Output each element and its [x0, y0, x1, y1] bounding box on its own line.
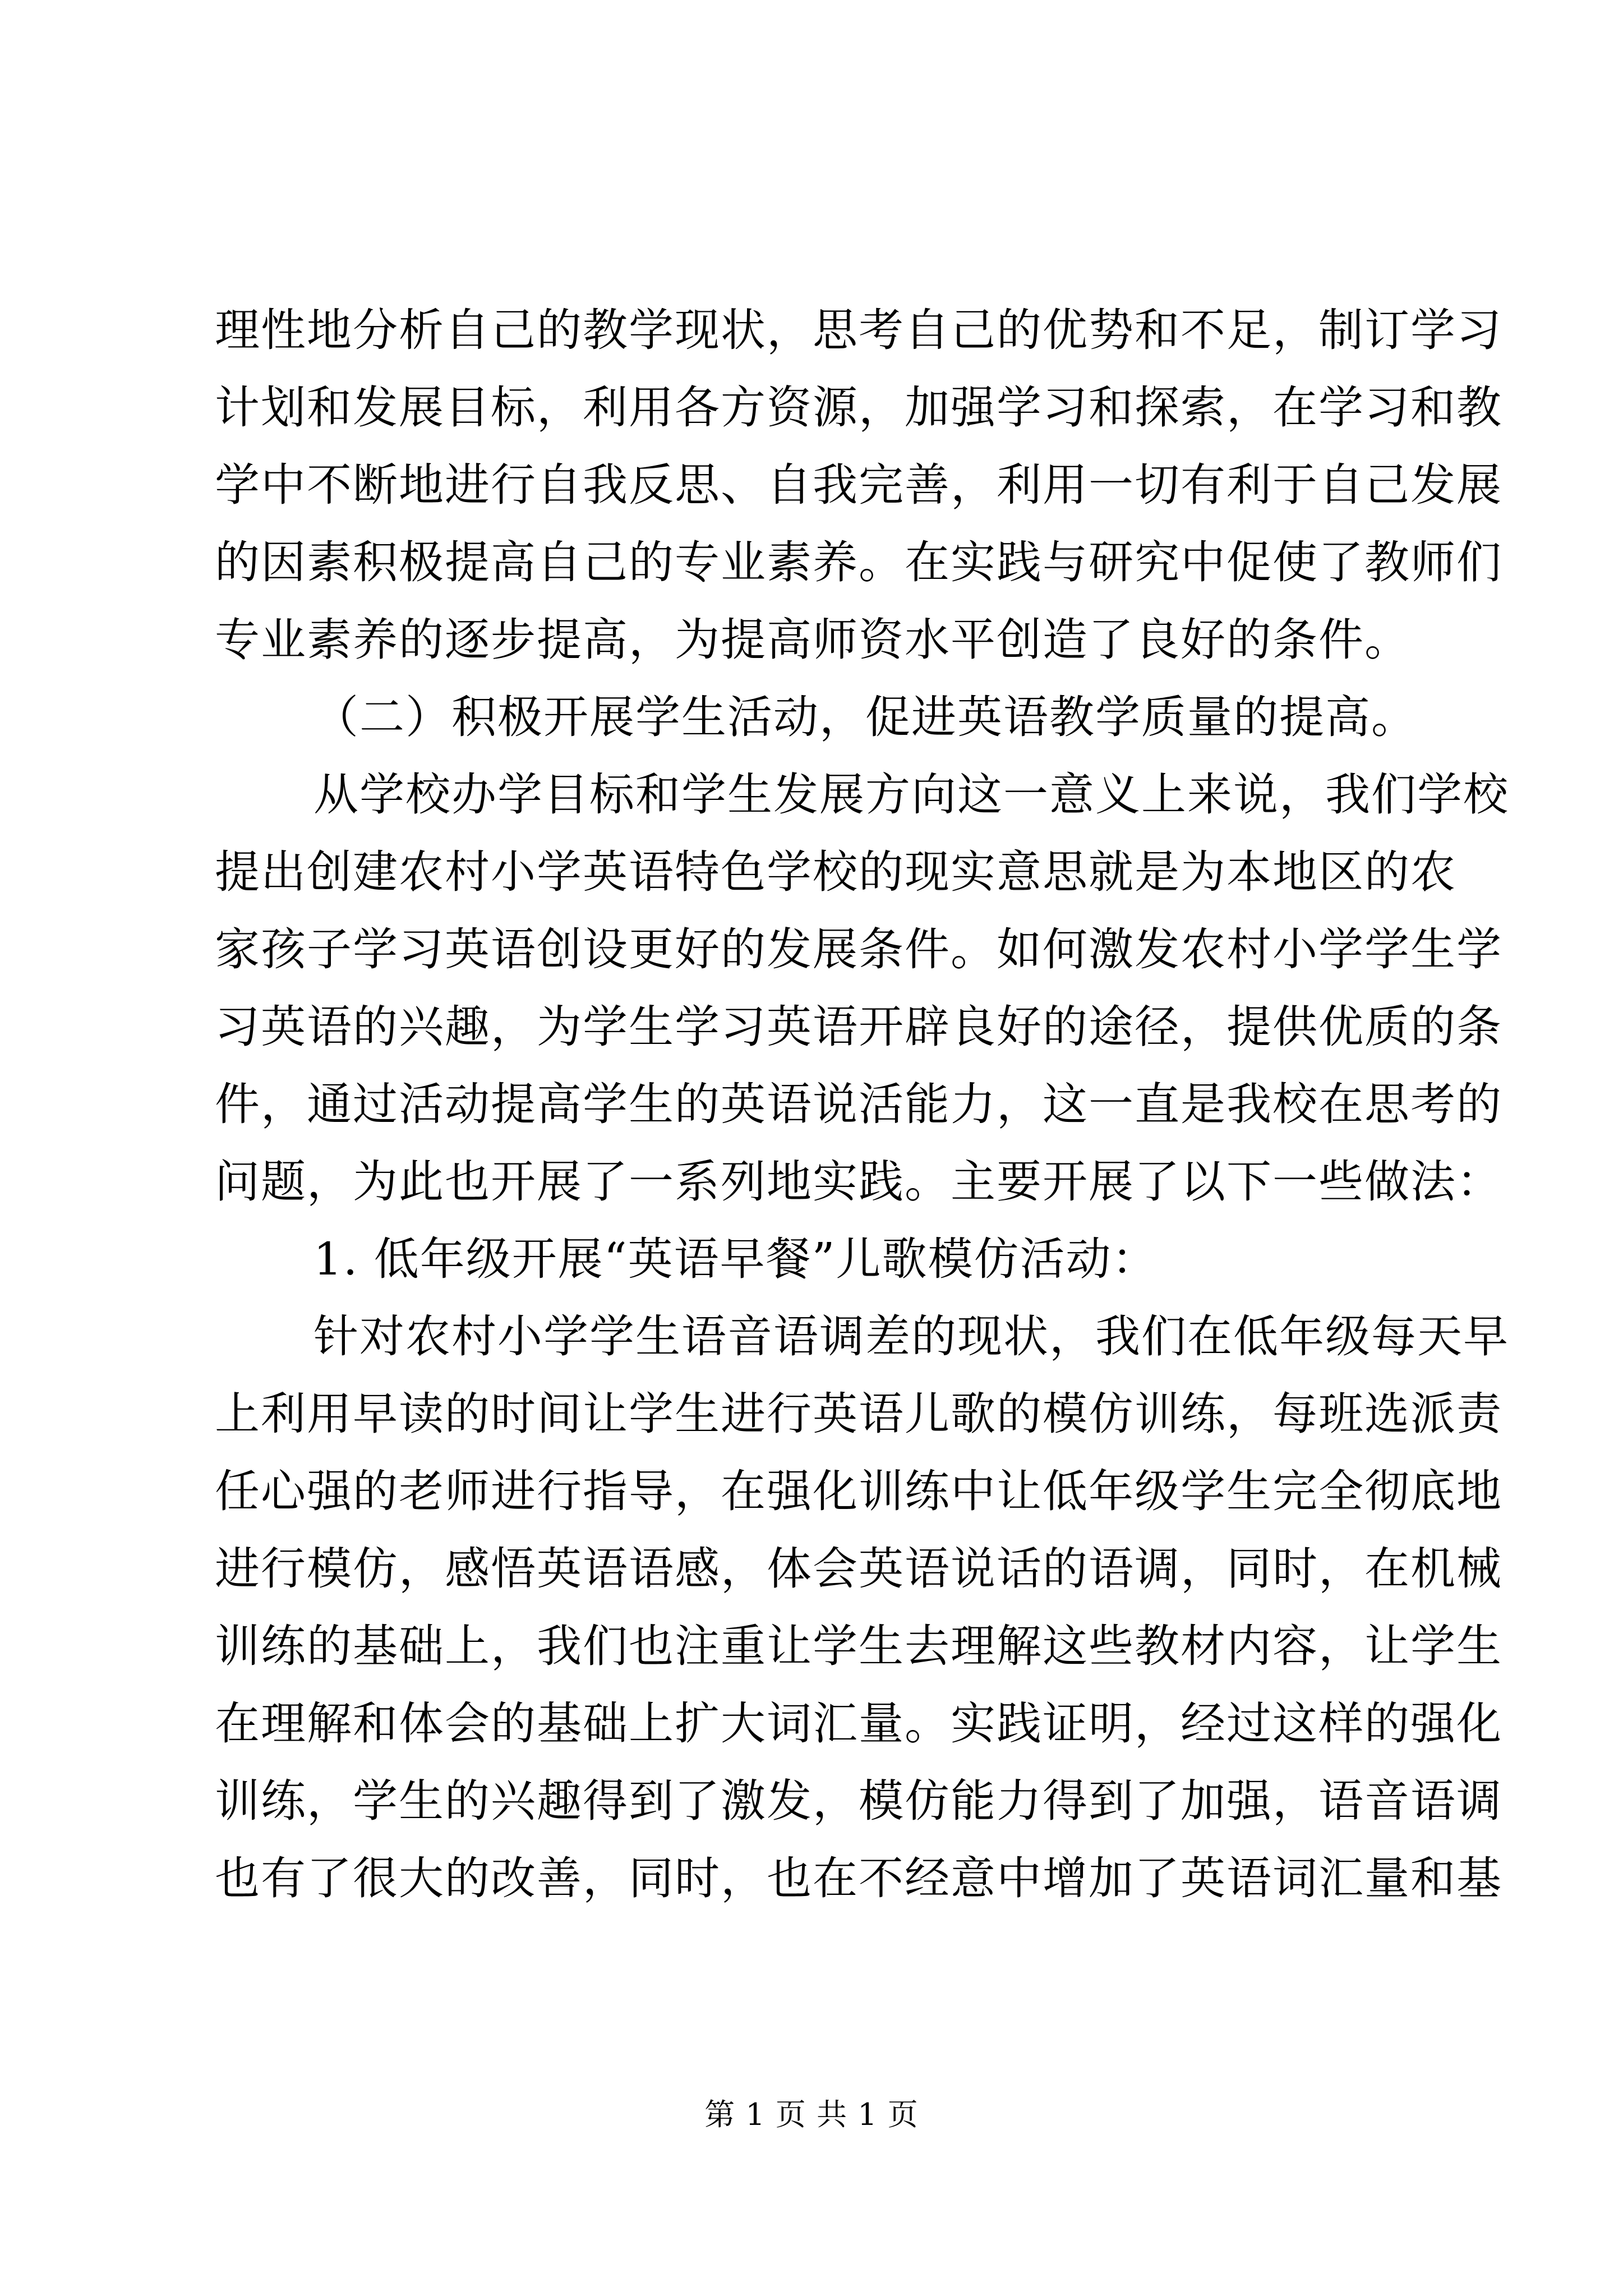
- text-line: 家孩子学习英语创设更好的发展条件。如何激发农村小学学生学: [215, 923, 1502, 976]
- text-line: 件，通过活动提高学生的英语说活能力，这一直是我校在思考的: [215, 1078, 1502, 1130]
- text-line: 学中不断地进行自我反思、自我完善，利用一切有利于自己发展: [215, 459, 1502, 511]
- text-line: 问题，为此也开展了一系列地实践。主要开展了以下一些做法：: [215, 1156, 1502, 1208]
- text-line: 任心强的老师进行指导，在强化训练中让低年级学生完全彻底地: [215, 1465, 1502, 1517]
- text-line: 理性地分析自己的教学现状，思考自己的优势和不足，制订学习: [215, 304, 1502, 356]
- text-line: 训练的基础上，我们也注重让学生去理解这些教材内容，让学生: [215, 1620, 1502, 1672]
- text-line: 针对农村小学学生语音语调差的现状，我们在低年级每天早: [313, 1310, 1509, 1363]
- page-footer: 第 1 页 共 1 页: [704, 2097, 919, 2132]
- text-line: 习英语的兴趣，为学生学习英语开辟良好的途径，提供优质的条: [215, 1001, 1502, 1053]
- text-line: 的因素积极提高自己的专业素养。在实践与研究中促使了教师们: [215, 536, 1502, 588]
- text-line: 训练，学生的兴趣得到了激发，模仿能力得到了加强，语音语调: [215, 1775, 1502, 1827]
- text-line: 上利用早读的时间让学生进行英语儿歌的模仿训练，每班选派责: [215, 1388, 1502, 1440]
- text-line: 提出创建农村小学英语特色学校的现实意思就是为本地区的农: [215, 846, 1456, 898]
- text-line: （二）积极开展学生活动，促进英语教学质量的提高。: [313, 691, 1417, 743]
- text-line: 计划和发展目标，利用各方资源，加强学习和探索，在学习和教: [215, 381, 1502, 434]
- text-line: 也有了很大的改善，同时，也在不经意中增加了英语词汇量和基: [215, 1852, 1502, 1904]
- text-line: 进行模仿，感悟英语语感，体会英语说话的语调，同时，在机械: [215, 1543, 1502, 1595]
- text-line: 从学校办学目标和学生发展方向这一意义上来说，我们学校: [313, 769, 1509, 821]
- text-line: 在理解和体会的基础上扩大词汇量。实践证明，经过这样的强化: [215, 1697, 1502, 1750]
- text-line: 专业素养的逐步提高，为提高师资水平创造了良好的条件。: [215, 614, 1410, 666]
- text-line: 1. 低年级开展“英语早餐”儿歌模仿活动：: [313, 1233, 1158, 1285]
- body-text: [215, 292, 1509, 1917]
